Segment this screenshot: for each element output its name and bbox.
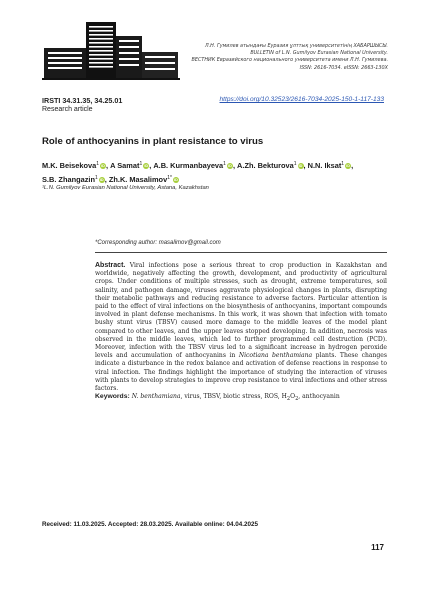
author-name: N.N. Iksat [307,161,342,170]
journal-header [42,14,388,90]
author-name: A.B. Kurmanbayeva [153,161,224,170]
abstract-label: Abstract. [95,262,126,269]
abstract-text-1: Viral infections pose a serious threat to crop production in Kazakhstan and worldwide, negatively affecting the growth, development, and productivity of agricultural crops. Under conditions of multiple stresses, such as drought, extreme temperatures, soil salinity, and pathogen damage, viruses aggravate physiological changes in plants, disrupting their metabolic pathways and reducing resistance to adverse factors. Particular attention is paid to the effect of viral infections on the biosynthesis of anthocyanins, important compounds involved in plant defense mechanisms. In this work, it was shown that infection with tomato bushy stunt virus (TBSV) caused more damage to the middle leaves of the model plant compared to other leaves, and the upper leaves stopped developing. In addition, necrosis was observed in the middle leaves, which led to further programmed cell destruction (PCD). Moreover, infection with the TBSV virus led to a significant increase in hydrogen peroxide levels and accumulation of anthocyanins in [95,262,387,360]
keywords-sub: 2 [286,396,291,403]
divider [95,252,387,253]
irsti-code: IRSTI 34.31.35, 34.25.01 [42,96,123,105]
journal-info [178,43,388,72]
author-2 [110,161,153,170]
author-sup: 1 [94,175,98,181]
author-name: S.B. Zhangazin [42,175,95,184]
keywords-sub: 2 [295,396,299,403]
author-name: A.Zh. Bekturova [237,161,294,170]
journal-line-en: BULLETIN of L.N. Gumilyov Eurasian National University. [250,50,388,57]
keywords-tail: , anthocyanin [298,393,340,401]
abstract [95,262,387,404]
orcid-icon[interactable]: iD [99,178,104,182]
keywords-species: N. benthamiana [131,393,181,401]
author-sep: , [149,161,154,170]
author-1 [42,161,110,170]
journal-issn: ISSN: 2616-7034. eISSN: 2663-130X [299,64,388,71]
author-7 [109,175,179,184]
author-sep: , [106,161,111,170]
author-list [42,158,387,186]
doi-link[interactable]: https://doi.org/10.32523/2616-7034-2025-150-1-117-133 [219,96,384,103]
author-sup: 1 [223,161,226,167]
orcid-icon[interactable]: iD [228,164,232,168]
author-3 [153,161,237,170]
author-sep: , [303,161,308,170]
author-sep: , [232,161,238,170]
author-sup: 1 [139,161,143,167]
university-building-icon [42,18,180,82]
author-sup: 1* [167,175,172,181]
affiliation: ¹L.N. Gumilyov Eurasian National University, Astana, Kazakhstan [42,185,209,191]
orcid-icon[interactable]: iD [346,164,350,168]
author-sup: 1 [341,161,345,167]
article-meta [42,96,122,113]
author-sup: 1 [293,161,297,167]
author-sup: 1 [96,161,100,167]
orcid-icon[interactable]: iD [101,164,105,168]
author-6 [42,175,109,184]
orcid-icon[interactable]: iD [298,164,303,168]
orcid-icon[interactable]: iD [174,178,178,182]
keywords [95,393,387,403]
corresponding-author: *Corresponding author: masalimov@gmail.com [95,240,221,246]
keywords-o: O [290,393,296,401]
author-sep: , [351,161,354,170]
orcid-icon[interactable]: iD [144,164,149,168]
keywords-label: Keywords: [95,393,130,401]
author-name: Zh.K. Masalimov [108,175,168,184]
author-name: M.K. Beisekova [42,161,97,170]
article-title: Role of anthocyanins in plant resistance to virus [42,136,264,147]
abstract-text-2: plants. These changes indicate a disturbance in the redox balance and activation of defense reactions in response to viral infection. The findings highlight the importance of studying the interaction of viruses with plants to develop strategies to improve crop resistance to viral infections and other stress factors. [95,352,387,393]
author-name: A Samat [110,161,140,170]
publication-dates: Received: 11.03.2025. Accepted: 28.03.2025. Available online: 04.04.2025 [42,521,258,528]
journal-line-kz: Л.Н. Гумилев атындағы Еуразия ұлттық университетінің ХАБАРШЫСЫ. [204,43,388,49]
author-4 [237,161,308,170]
author-5 [308,161,354,170]
article-type: Research article [42,106,93,113]
author-sep: , [104,175,109,184]
keywords-list: , virus, TBSV, biotic stress, ROS, H [180,393,287,401]
page-number: 117 [371,543,384,552]
journal-line-ru: ВЕСТНИК Евразийского национального университета имени Л.Н. Гумилева. [191,57,388,64]
abstract-species: Nicotiana benthamiana [238,352,313,360]
